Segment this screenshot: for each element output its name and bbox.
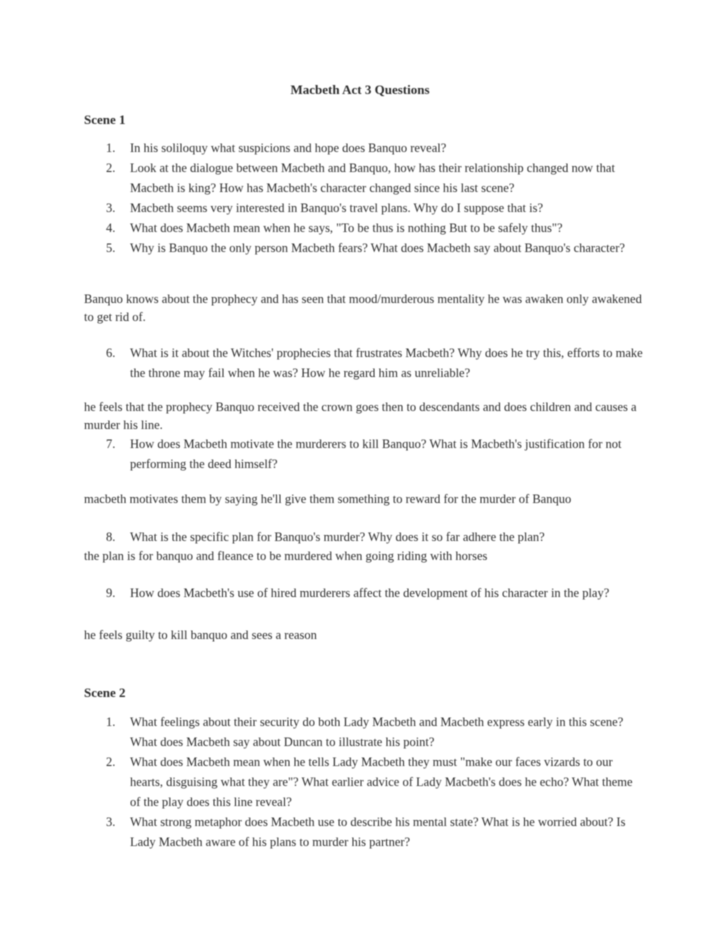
question-text: What feelings about their security do both Lady Macbeth and Macbeth express early in this scene? What does Macbeth say about Duncan to illustrate his point? xyxy=(130,715,624,749)
list-item xyxy=(84,434,644,474)
question-number: 4. xyxy=(106,221,116,235)
scene-1-question-list xyxy=(84,138,644,258)
scene-2-heading: Scene 2 xyxy=(84,685,126,700)
question-number: 9. xyxy=(106,586,116,600)
question-text: In his soliloquy what suspicions and hope does Banquo reveal? xyxy=(130,141,447,155)
answer-note-1: Banquo knows about the prophecy and has seen that mood/murderous mentality he was awaken only awakened to get rid of. xyxy=(84,292,642,324)
list-item xyxy=(84,712,644,752)
document-title: Macbeth Act 3 Questions xyxy=(290,82,430,97)
question-text: What is the specific plan for Banquo's murder? Why does it so far adhere the plan? xyxy=(130,530,545,544)
question-text: What does Macbeth mean when he says, "To be thus is nothing But to be safely thus"? xyxy=(130,221,563,235)
list-item xyxy=(84,218,644,238)
question-number: 1. xyxy=(106,715,116,729)
answer-note-4: the plan is for banquo and fleance to be murdered when going riding with horses xyxy=(84,549,488,563)
list-item xyxy=(84,583,644,603)
question-8 xyxy=(84,527,644,547)
question-7 xyxy=(84,434,644,474)
answer-note-2: he feels that the prophecy Banquo received the crown goes then to descendants and does children and causes a murder his line. xyxy=(84,400,637,432)
list-item xyxy=(84,158,644,198)
list-item xyxy=(84,752,644,812)
question-text: How does Macbeth's use of hired murderers affect the development of his character in the play? xyxy=(130,586,610,600)
answer-note-3: macbeth motivates them by saying he'll give them something to reward for the murder of Banquo xyxy=(84,492,572,506)
list-item xyxy=(84,527,644,547)
list-item xyxy=(84,238,644,258)
question-text: What does Macbeth mean when he tells Lady Macbeth they must "make our faces vizards to our hearts, disguising what they are"? What earlier advice of Lady Macbeth's does he echo? What theme of the play does this line reveal? xyxy=(130,755,633,809)
question-number: 6. xyxy=(106,346,116,360)
question-number: 2. xyxy=(106,755,116,769)
question-text: How does Macbeth motivate the murderers to kill Banquo? What is Macbeth's justification for not performing the deed himself? xyxy=(130,437,622,471)
question-text: What strong metaphor does Macbeth use to describe his mental state? What is he worried about? Is Lady Macbeth aware of his plans to murder his partner? xyxy=(130,815,626,849)
list-item xyxy=(84,138,644,158)
answer-note-5: he feels guilty to kill banquo and sees a reason xyxy=(84,628,317,642)
list-item xyxy=(84,198,644,218)
question-number: 7. xyxy=(106,437,116,451)
question-number: 8. xyxy=(106,530,116,544)
question-9 xyxy=(84,583,644,603)
list-item xyxy=(84,812,644,852)
question-number: 3. xyxy=(106,201,116,215)
question-number: 5. xyxy=(106,241,116,255)
list-item xyxy=(84,343,644,383)
question-number: 1. xyxy=(106,141,116,155)
question-text: Look at the dialogue between Macbeth and Banquo, how has their relationship changed now that Macbeth is king? How has Macbeth's character changed since his last scene? xyxy=(130,161,615,195)
scene-1-heading: Scene 1 xyxy=(84,112,126,127)
scene-2-question-list xyxy=(84,712,644,852)
question-number: 2. xyxy=(106,161,116,175)
question-text: What is it about the Witches' prophecies that frustrates Macbeth? Why does he try this, efforts to make the throne may fail when he was? How he regard him as unreliable? xyxy=(130,346,643,380)
question-6 xyxy=(84,343,644,383)
question-text: Why is Banquo the only person Macbeth fears? What does Macbeth say about Banquo's character? xyxy=(130,241,625,255)
question-text: Macbeth seems very interested in Banquo's travel plans. Why do I suppose that is? xyxy=(130,201,544,215)
question-number: 3. xyxy=(106,815,116,829)
